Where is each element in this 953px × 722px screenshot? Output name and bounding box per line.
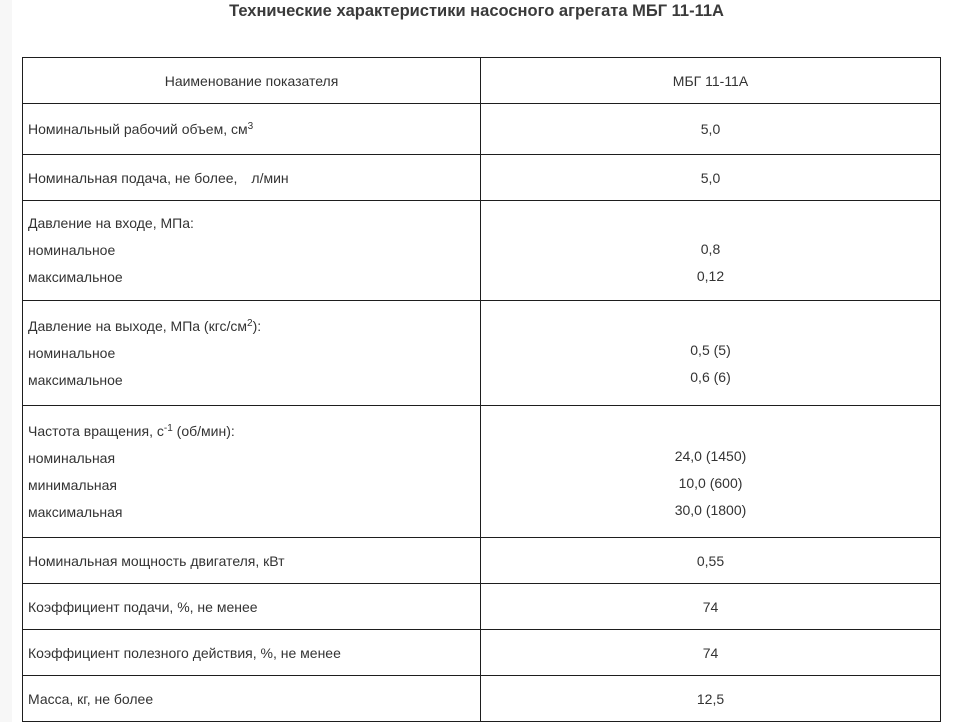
row-value-inlet-pressure — [481, 201, 941, 301]
inlet-pressure-nominal-label: номинальное — [28, 242, 116, 258]
rotation-max-label: максимальная — [28, 503, 123, 520]
inlet-pressure-max-value: 0,12 — [696, 267, 725, 284]
row-value-efficiency: 74 — [481, 630, 941, 676]
outlet-pressure-sup: 2 — [247, 317, 253, 329]
table-row — [23, 584, 941, 630]
inlet-pressure-nominal-value: 0,8 — [700, 240, 721, 257]
outlet-pressure-label-pre: Давление на выходе, МПа (кгс/см — [28, 317, 248, 334]
page-margin-strip — [0, 0, 12, 722]
table-row — [23, 406, 941, 538]
volume-label: Номинальный рабочий объем, см — [28, 121, 248, 137]
row-label-supply-coef: Коэффициент подачи, %, не менее — [23, 584, 481, 630]
table-row — [23, 538, 941, 584]
rotation-nominal-value: 24,0 (1450) — [674, 448, 747, 464]
row-label-volume — [23, 104, 481, 155]
rotation-min-label: минимальная — [28, 476, 117, 493]
table-row — [23, 201, 941, 301]
row-label-outlet-pressure — [23, 301, 481, 406]
row-label-mass: Масса, кг, не более — [23, 676, 481, 722]
header-name-cell: Наименование показателя — [23, 58, 481, 104]
rotation-label-pre: Частота вращения, с — [28, 422, 164, 439]
row-value-rotation — [481, 406, 941, 538]
specs-table — [22, 57, 941, 722]
row-value-volume: 5,0 — [481, 104, 941, 155]
table-row — [23, 301, 941, 406]
inlet-pressure-label: Давление на входе, МПа: — [28, 215, 194, 231]
table-row — [23, 676, 941, 722]
supply-unit: л/мин — [251, 169, 289, 186]
table-header-row — [23, 58, 941, 104]
table-row — [23, 104, 941, 155]
volume-sup: 3 — [247, 121, 254, 132]
table-row — [23, 155, 941, 201]
page-title: Технические характеристики насосного агрегата МБГ 11-11А — [229, 2, 724, 20]
rotation-max-value: 30,0 (1800) — [674, 502, 747, 518]
header-model-cell: МБГ 11-11А — [481, 58, 941, 104]
row-value-outlet-pressure — [481, 301, 941, 406]
rotation-label-post: (об/мин): — [172, 422, 235, 439]
outlet-pressure-max-value: 0,6 (6) — [690, 369, 731, 385]
row-value-supply: 5,0 — [481, 155, 941, 201]
outlet-pressure-nominal-label: номинальное — [28, 344, 116, 361]
row-label-supply — [23, 155, 481, 201]
inlet-pressure-max-label: максимальное — [28, 269, 123, 285]
row-label-rotation — [23, 406, 481, 538]
supply-label: Номинальная подача, не более, — [28, 169, 238, 186]
row-value-power: 0,55 — [481, 538, 941, 584]
rotation-min-value: 10,0 (600) — [678, 475, 743, 491]
table-row — [23, 630, 941, 676]
rotation-sup: -1 — [163, 422, 173, 434]
outlet-pressure-nominal-value: 0,5 (5) — [690, 342, 731, 358]
rotation-nominal-label: номинальная — [28, 449, 116, 466]
row-label-efficiency: Коэффициент полезного действия, %, не менее — [23, 630, 481, 676]
outlet-pressure-max-label: максимальное — [28, 371, 123, 388]
row-value-supply-coef: 74 — [481, 584, 941, 630]
row-value-mass: 12,5 — [481, 676, 941, 722]
outlet-pressure-label-post: ): — [252, 317, 262, 334]
row-label-inlet-pressure — [23, 201, 481, 301]
row-label-power: Номинальная мощность двигателя, кВт — [23, 538, 481, 584]
